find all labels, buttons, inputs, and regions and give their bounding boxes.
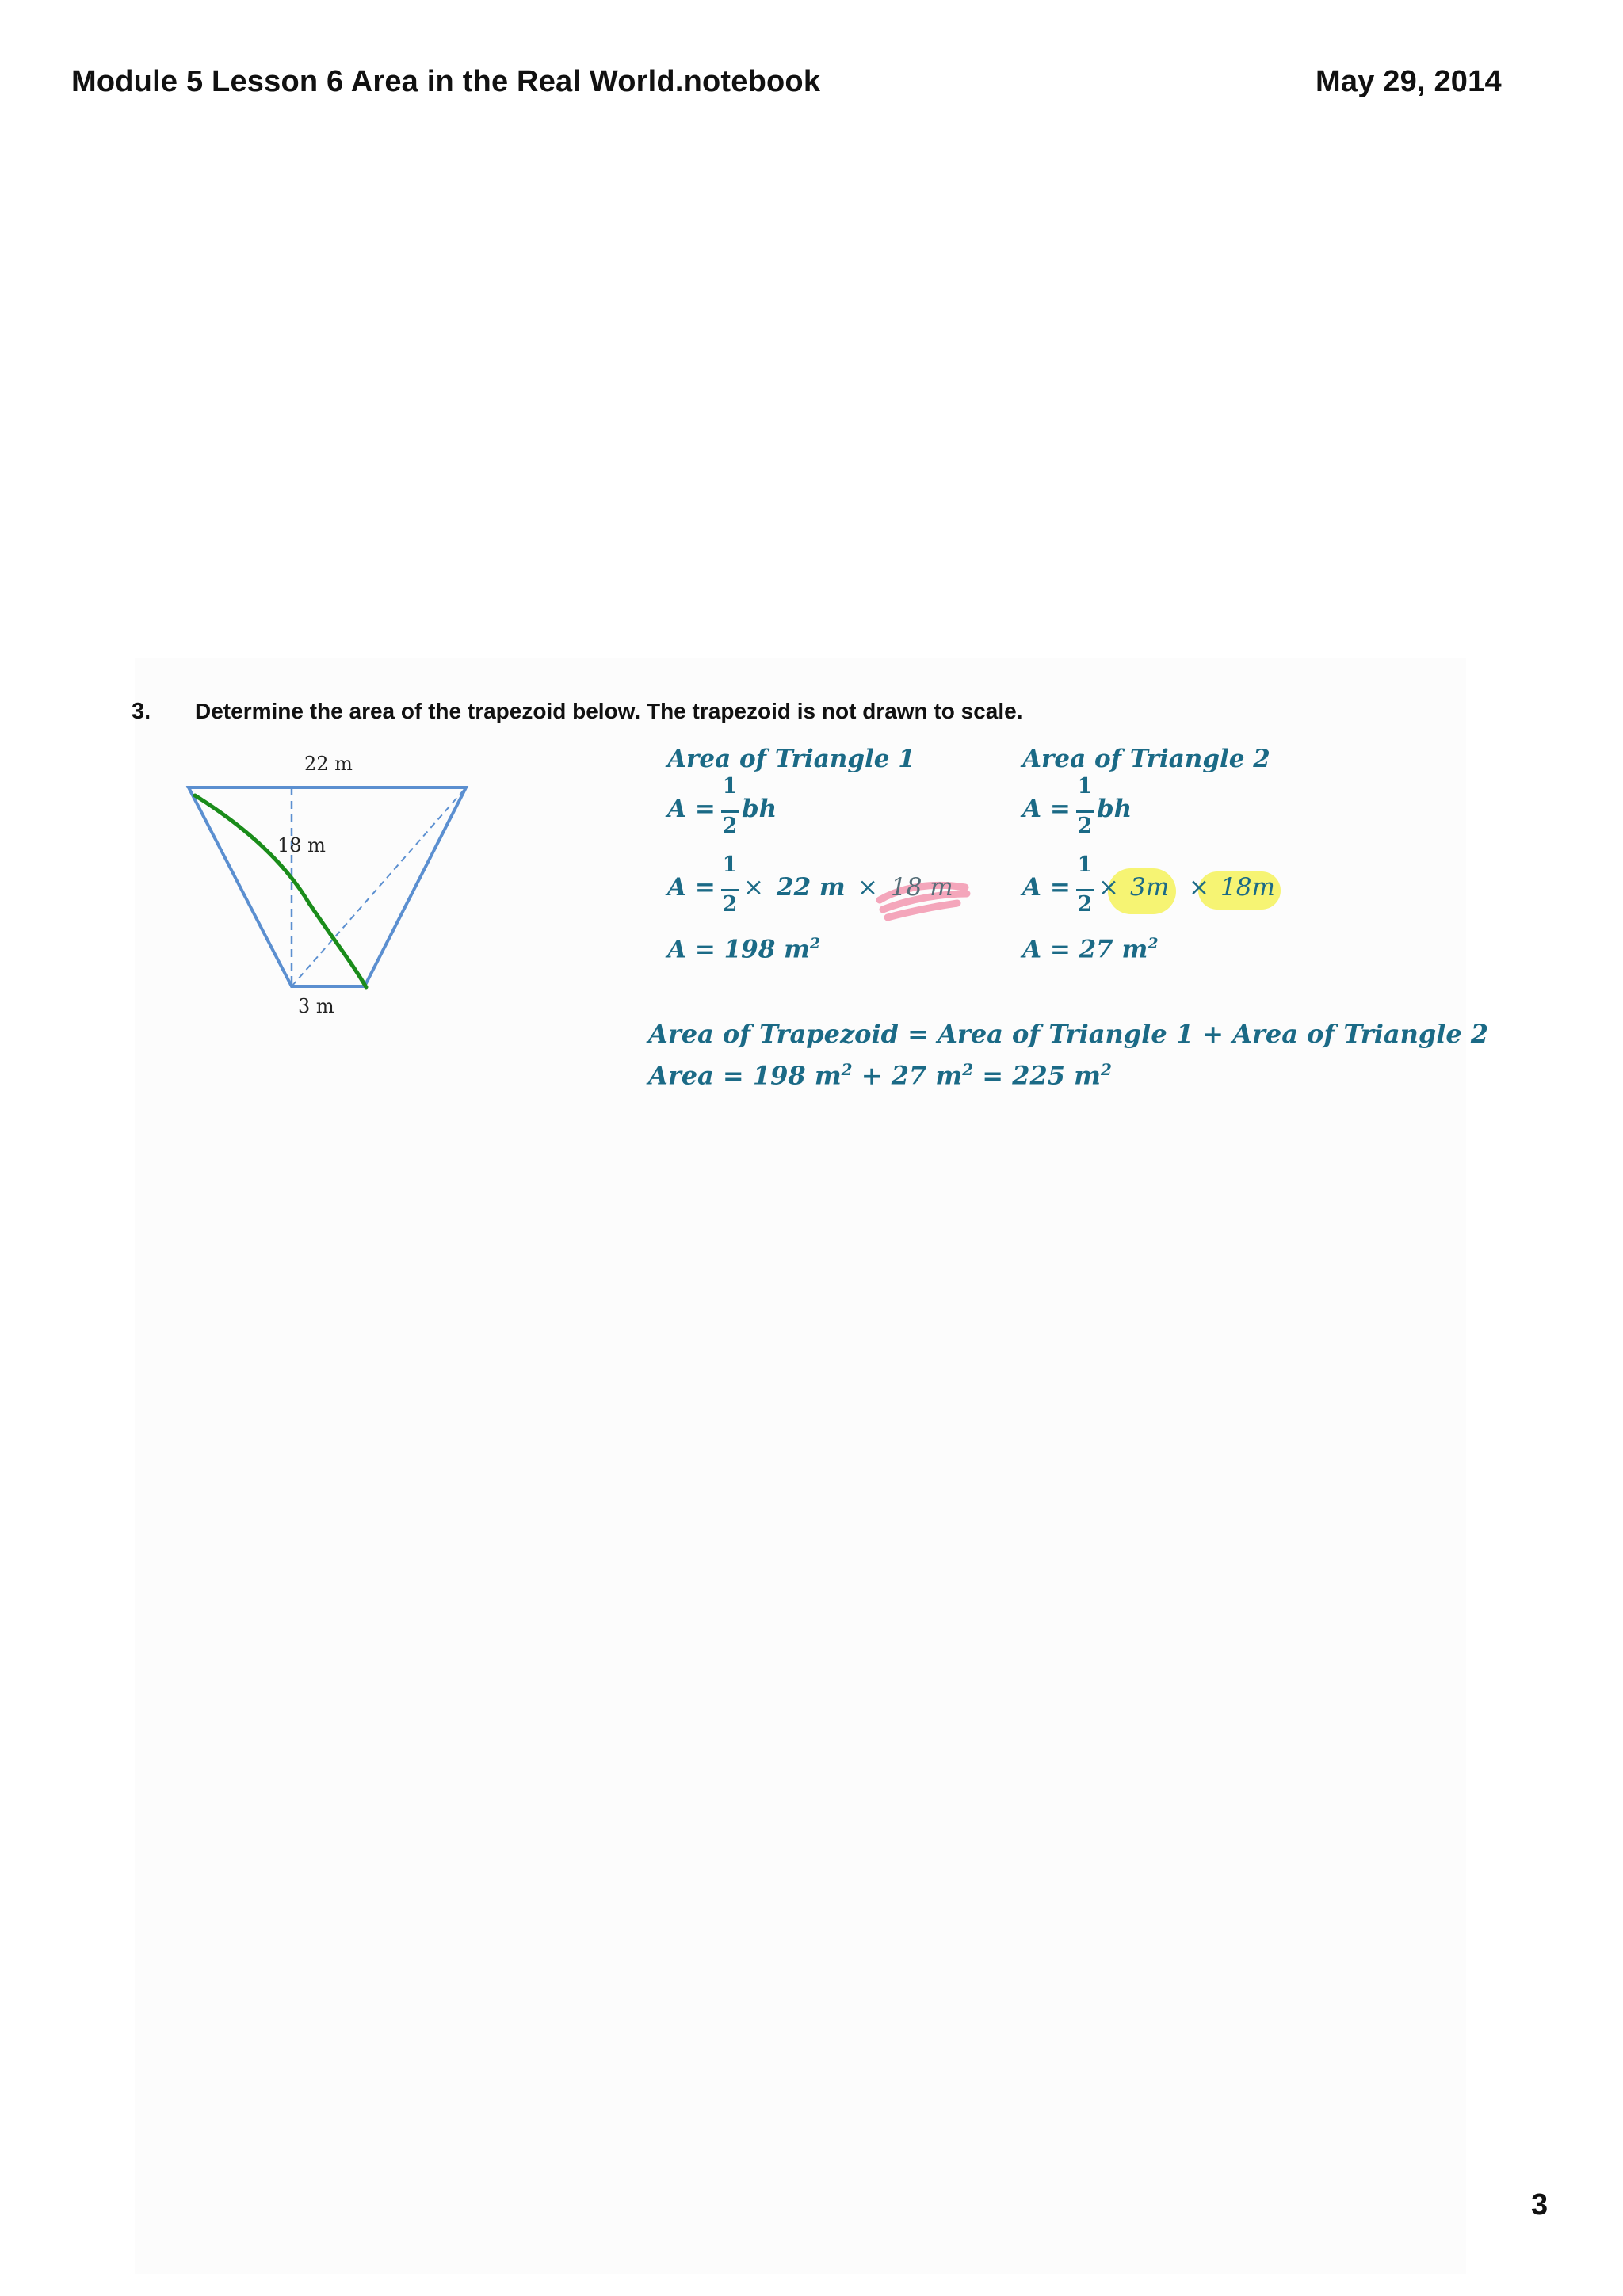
trapezoid-figure bbox=[174, 761, 475, 1030]
triangle2-result bbox=[1022, 935, 1159, 963]
document-date: May 29, 2014 bbox=[1316, 65, 1502, 98]
triangle2-times-2: × bbox=[1189, 873, 1209, 902]
triangle2-sub-lhs: A = bbox=[1022, 873, 1071, 902]
bottom-base-label: 3 m bbox=[298, 995, 334, 1017]
triangle2-title: Area of Triangle 2 bbox=[1022, 745, 1270, 773]
triangle1-sub-lhs: A = bbox=[667, 873, 716, 902]
summary-term-2-exp: 2 bbox=[962, 1060, 974, 1079]
triangle1-result-text: A = 198 m bbox=[667, 935, 810, 964]
green-pen-diagonal bbox=[195, 795, 366, 987]
triangle1-sub-frac-bar bbox=[721, 889, 739, 891]
summary-result bbox=[648, 1060, 1112, 1091]
triangle1-formula-lhs: A = bbox=[667, 795, 716, 823]
triangle1-sub-frac-num: 1 bbox=[722, 852, 738, 877]
triangle2-formula-lhs: A = bbox=[1022, 795, 1071, 823]
triangle2-result-text: A = 27 m bbox=[1022, 935, 1148, 964]
document-title: Module 5 Lesson 6 Area in the Real World.notebook bbox=[71, 65, 821, 98]
triangle1-result bbox=[667, 935, 820, 963]
triangle1-result-exp: 2 bbox=[809, 935, 821, 952]
triangle1-title: Area of Triangle 1 bbox=[667, 745, 915, 773]
triangle1-sub-height: 18 m bbox=[891, 873, 953, 902]
triangle2-sub-frac-num: 1 bbox=[1077, 852, 1093, 877]
triangle2-result-exp: 2 bbox=[1148, 935, 1159, 952]
triangle2-sub-frac-bar bbox=[1076, 889, 1094, 891]
triangle1-frac-bar bbox=[721, 810, 739, 813]
triangle2-sub-height: 18m bbox=[1220, 873, 1275, 902]
triangle2-frac-bar bbox=[1076, 810, 1094, 813]
summary-equation: Area of Trapezoid = Area of Triangle 1 + Area of Triangle 2 bbox=[648, 1019, 1489, 1049]
top-base-label: 22 m bbox=[304, 753, 353, 775]
height-label: 18 m bbox=[277, 834, 326, 856]
triangle2-sub-base: 3m bbox=[1130, 873, 1170, 902]
triangle1-frac-den: 2 bbox=[722, 814, 738, 838]
question-number: 3. bbox=[132, 699, 151, 724]
triangle1-formula-rhs: bh bbox=[742, 795, 777, 823]
triangle2-times-1: × bbox=[1098, 873, 1119, 902]
triangle2-frac-den: 2 bbox=[1077, 814, 1093, 838]
summary-term-2: + 27 m bbox=[852, 1060, 963, 1091]
summary-term-1: Area = 198 m bbox=[648, 1060, 842, 1091]
summary-total: = 225 m bbox=[973, 1060, 1102, 1091]
summary-term-1-exp: 2 bbox=[841, 1060, 853, 1079]
triangle2-sub-frac-den: 2 bbox=[1077, 892, 1093, 917]
summary-total-exp: 2 bbox=[1101, 1060, 1112, 1079]
triangle2-formula-rhs: bh bbox=[1097, 795, 1132, 823]
triangle1-sub-base: 22 m bbox=[777, 873, 846, 902]
question-text: Determine the area of the trapezoid below. The trapezoid is not drawn to scale. bbox=[195, 699, 1023, 723]
page-number: 3 bbox=[1531, 2188, 1549, 2222]
triangle1-times-2: × bbox=[857, 873, 878, 902]
triangle2-frac-num: 1 bbox=[1077, 774, 1093, 799]
triangle1-frac-num: 1 bbox=[722, 774, 738, 799]
triangle1-times-1: × bbox=[743, 873, 764, 902]
triangle1-sub-frac-den: 2 bbox=[722, 892, 738, 917]
